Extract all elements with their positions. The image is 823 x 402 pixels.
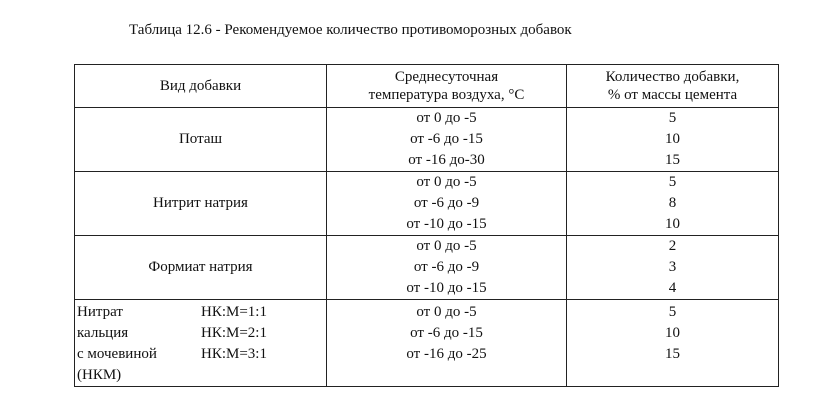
- temperature-value: от -16 до -25: [406, 346, 487, 362]
- header-amount: [567, 65, 779, 108]
- table-caption: Таблица 12.6 - Рекомендуемое количество противоморозных добавок: [129, 22, 572, 38]
- header-amount-line2: % от массы цемента: [607, 87, 738, 103]
- temperature-value: от 0 до -5: [416, 110, 477, 126]
- table-row: [75, 236, 779, 300]
- temperature-value: от 0 до -5: [416, 238, 477, 254]
- additive-name-cell: [75, 236, 327, 300]
- additives-table: [74, 64, 779, 387]
- temperature-value: от -10 до -15: [406, 280, 487, 296]
- additive-name: Поташ: [178, 131, 223, 147]
- table-row: [75, 300, 779, 387]
- additive-name-line: кальция: [77, 325, 129, 341]
- additive-name: Нитрит натрия: [153, 195, 248, 211]
- temperature-value: от 0 до -5: [416, 304, 477, 320]
- additive-name-line: с мочевиной: [77, 346, 157, 362]
- header-amount-line1: Количество добавки,: [605, 69, 740, 85]
- amount-value: 15: [665, 346, 680, 362]
- temperature-cell: [327, 236, 567, 300]
- temperature-value: от -6 до -9: [413, 195, 480, 211]
- temperature-value: от -16 до-30: [408, 152, 485, 168]
- ratio-value: НК:М=1:1: [201, 304, 267, 320]
- additive-name-line: (НКМ): [77, 367, 122, 383]
- table-row: [75, 108, 779, 172]
- header-temperature-line2: температура воздуха, °С: [368, 87, 525, 103]
- amount-value: 5: [668, 110, 677, 126]
- amount-cell: [567, 172, 779, 236]
- table-header-row: [75, 65, 779, 108]
- amount-cell: [567, 108, 779, 172]
- temperature-value: от -10 до -15: [406, 216, 487, 232]
- additive-name-cell: [75, 300, 327, 387]
- additive-name-cell: [75, 172, 327, 236]
- amount-value: 10: [665, 325, 680, 341]
- temperature-value: от -6 до -9: [413, 259, 480, 275]
- additive-name-line: Нитрат: [77, 304, 123, 320]
- temperature-value: от -6 до -15: [410, 325, 483, 341]
- header-additive-type: [75, 65, 327, 108]
- header-temperature: [327, 65, 567, 108]
- ratio-value: НК:М=2:1: [201, 325, 267, 341]
- amount-value: 2: [668, 238, 677, 254]
- temperature-cell: [327, 172, 567, 236]
- temperature-cell: [327, 300, 567, 387]
- amount-cell: [567, 236, 779, 300]
- amount-value: 10: [665, 216, 680, 232]
- amount-value: 8: [668, 195, 677, 211]
- temperature-cell: [327, 108, 567, 172]
- amount-value: 10: [665, 131, 680, 147]
- additive-name: Формиат натрия: [148, 259, 253, 275]
- additive-name-cell: [75, 108, 327, 172]
- amount-cell: [567, 300, 779, 387]
- header-temperature-line1: Среднесуточная: [394, 69, 499, 85]
- amount-value: 3: [668, 259, 677, 275]
- amount-value: 4: [668, 280, 677, 296]
- table-row: [75, 172, 779, 236]
- amount-value: 15: [665, 152, 680, 168]
- header-additive-type-label: Вид добавки: [159, 78, 242, 94]
- temperature-value: от -6 до -15: [410, 131, 483, 147]
- ratio-value: НК:М=3:1: [201, 346, 267, 362]
- amount-value: 5: [668, 174, 677, 190]
- temperature-value: от 0 до -5: [416, 174, 477, 190]
- amount-value: 5: [668, 304, 677, 320]
